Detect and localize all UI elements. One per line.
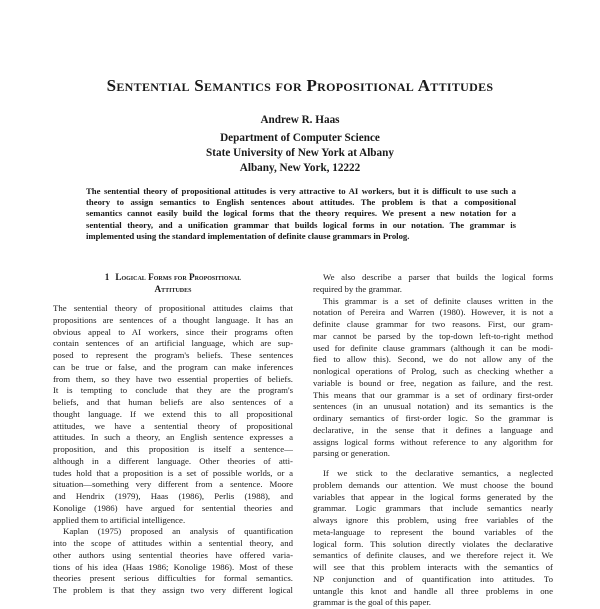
body-text-line: proposition, and this proposition is itself a sentence— — [53, 444, 293, 454]
author-block — [0, 113, 600, 176]
body-text-line: posed to represent the program's beliefs. These sentences — [53, 350, 293, 360]
body-text-line: although in a different language. Other theories of atti- — [53, 455, 293, 466]
body-text-line: theories present serious difficulties for formal semantics. — [53, 573, 293, 584]
affiliation-university: State University of New York at Albany — [206, 147, 394, 159]
body-text-line: into the scope of attitudes within a sentential theory, and — [53, 538, 293, 548]
body-text-line: from them, so they have two essential properties of beliefs. — [53, 373, 293, 384]
body-text-line: notation of Pereira and Warren (1980). However, it is not a — [313, 307, 553, 318]
body-text-line: attitudes. In such a theory, an English sentence expresses a — [53, 432, 293, 443]
paper-title — [0, 76, 600, 96]
body-text-line: definite clause grammar for two reasons. First, our gram- — [313, 319, 553, 329]
body-text-line: meta-language to represent the bound variables of the — [313, 526, 553, 537]
body-text-line: parsing or generation. — [313, 448, 390, 459]
body-text-line: untangle this knot and handle all three problems in one — [313, 585, 553, 596]
body-text-line: grammar. Logic grammars that include semantics nearly — [313, 503, 553, 514]
body-text-line: This grammar is a set of definite clauses written in the — [323, 295, 553, 306]
body-text-line: grammar is the goal of this paper. — [313, 597, 431, 608]
body-text-line: sentences (in an unusual notation) and its semantics is the — [313, 401, 553, 412]
body-text-line: mar cannot be parsed by the top-down left-to-right method — [313, 330, 553, 341]
body-text-line: The problem is that they assign two very different logical — [53, 585, 293, 595]
affiliation-address: Albany, New York, 12222 — [239, 162, 361, 174]
body-text-line: We also describe a parser that builds the logical forms — [323, 272, 553, 282]
body-text-line: can be true or false, and the program can make inferences — [53, 361, 293, 372]
body-text-line: This means that our grammar is a set of ordinary first-order — [313, 389, 553, 400]
body-text-line: thought language. If we extend this to all propositional — [53, 408, 293, 419]
paper-title-text: Sentential Semantics for Propositional Attitudes — [106, 76, 494, 95]
body-text-line: situation—something very different from a sentence. Moore — [53, 479, 293, 490]
right-column — [313, 272, 553, 609]
section-heading-line-2: Attitudes — [154, 283, 192, 294]
paragraph-gap — [313, 460, 553, 468]
affiliation-department: Department of Computer Science — [220, 132, 380, 144]
body-text-line: declarative, in the sense that it defines a language and — [313, 424, 553, 435]
body-text-line: applied them to artificial intelligence. — [53, 514, 186, 525]
body-text-line: variable is bound or free, negation as failure, and the rest. — [313, 377, 553, 388]
body-text-line: and Hendrix (1979), Haas (1986), Perlis (1988), and — [53, 491, 293, 501]
body-text-line: nonlogical operations of Prolog, such as checking whether a — [313, 366, 553, 376]
body-text-line: fied to allow this). Second, we do not allow any of the — [313, 354, 553, 365]
body-text-line: semantics of definite clauses, and we therefore reject it. We — [313, 550, 553, 561]
body-text-line: obvious appeal to AI workers, since their programs often — [53, 326, 293, 337]
body-text-line: propositions are sentences of a thought language. It has an — [53, 314, 293, 325]
body-text-line: Kaplan (1975) proposed an analysis of quantification — [63, 526, 293, 537]
abstract-line: implemented using the standard implementation of definite clause grammars in Prolog. — [86, 230, 410, 241]
section-heading-line-1: Logical Forms for Propositional — [115, 272, 242, 282]
body-text-line: ordinary semantics of first-order logic. So the grammar is — [313, 413, 553, 423]
body-text-line: Konolige (1986) have argued for sentential theories and — [53, 502, 293, 513]
body-text-line: tudes hold that a proposition is a set of possible worlds, or a — [53, 467, 293, 478]
abstract-line: semantics cannot easily build the logical forms that the theory requires. We present a new notation for a — [86, 208, 516, 219]
body-text-line: logical form. This solution directly violates the declarative — [313, 538, 553, 549]
body-text-line: variables that appear in the logical forms generated by the — [313, 491, 553, 502]
body-text-line: contain sentences of an artificial language, which are sup- — [53, 338, 293, 349]
abstract — [86, 186, 516, 242]
body-text-line: NP conjunction and of quantification into attitudes. To — [313, 573, 553, 584]
abstract-line: The sentential theory of propositional attitudes is very attractive to AI workers, but it is difficult to use such a — [86, 186, 516, 196]
body-text-line: always ignore this problem, using free variables of the — [313, 515, 553, 525]
author-name: Andrew R. Haas — [260, 114, 340, 126]
section-heading — [53, 272, 293, 295]
body-text-line: beliefs, and that human beliefs are also sentences of a — [53, 397, 293, 407]
body-text-line: assigns logical forms without reference to any algorithm for — [313, 436, 553, 447]
body-text-line: attitudes, we have a sentential theory of propositional — [53, 420, 293, 431]
body-text-line: required by the grammar. — [313, 283, 402, 294]
body-text-line: tions of his idea (Haas 1986; Konolige 1986). Most of these — [53, 561, 293, 572]
body-text-line: The sentential theory of propositional attitudes claims that — [53, 303, 293, 313]
body-text-line: problem demands our attention. We must choose the bound — [313, 479, 553, 490]
abstract-line: sentential theory, and a unification grammar that builds logical forms in our notation. The grammar is — [86, 219, 516, 230]
abstract-line: theory to assign semantics to English sentences about attitudes. The problem is that a compositional — [86, 197, 516, 208]
left-column — [53, 272, 293, 597]
body-text-line: will see that this problem interacts with the semantics of — [313, 562, 553, 572]
body-text-line: other authors using sentential theories have offered varia- — [53, 549, 293, 560]
section-number: 1 — [104, 272, 110, 282]
body-text-line: If we stick to the declarative semantics, a neglected — [323, 468, 553, 478]
body-text-line: It is tempting to conclude that they are the program's — [53, 385, 293, 396]
body-text-line: used for definite clause grammars (although it can be modi- — [313, 342, 553, 353]
